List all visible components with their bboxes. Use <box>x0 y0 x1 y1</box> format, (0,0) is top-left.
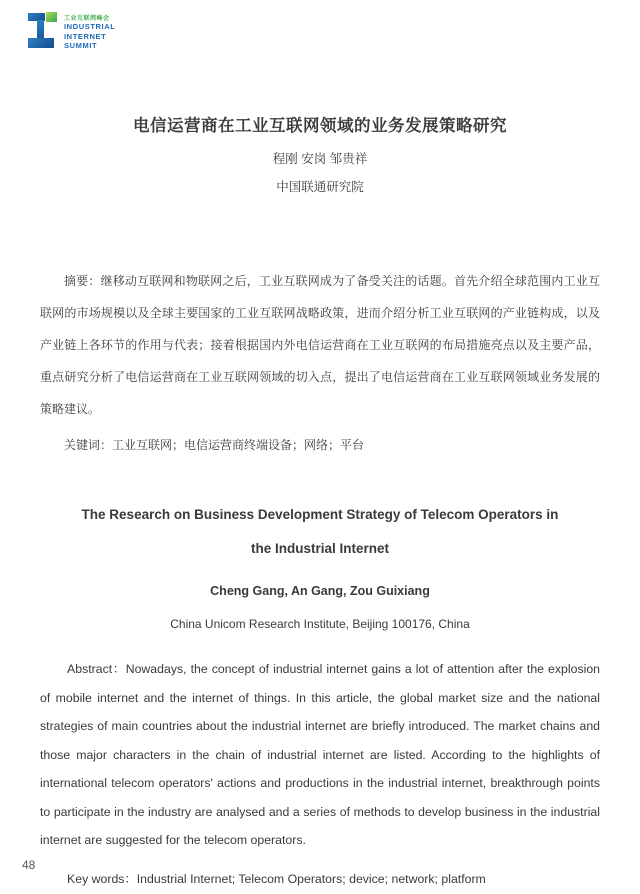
english-abstract-label: Abstract： <box>67 662 126 676</box>
chinese-keywords <box>40 434 600 456</box>
chinese-abstract-text: 继移动互联网和物联网之后，工业互联网成为了备受关注的话题。首先介绍全球范围内工业互联网的市场规模以及全球主要国家的工业互联网战略政策，进而介绍分析工业互联网的产业链构成，以及产业链上各环节的作用与代表；接着根据国内外电信运营商在工业互联网的布局措施亮点以及主要产品，重点研究分析了电信运营商在工业互联网领域的切入点，提出了电信运营商在工业互联网领域业务发展的策略建议。 <box>40 274 600 416</box>
english-abstract-text: Nowadays, the concept of industrial internet gains a lot of attention after the explosion of mobile internet and the internet of things. In this article, the global market size and the national strategies of main countries about the industrial internet are briefly introduced. The market chains and those major characters in the chain of industrial internet are listed. According to the highlights of international telecom operators' actions and productions in the industrial internet, breakthrough points to participate in the industry are analysed and a series of methods to develop business in the industrial internet are suggested for the telecom operators. <box>40 662 601 847</box>
chinese-abstract <box>40 265 600 425</box>
chinese-affiliation: 中国联通研究院 <box>276 180 364 194</box>
paper-content <box>40 0 600 890</box>
logo-english-line1: INDUSTRIAL <box>64 22 116 31</box>
english-keywords <box>40 868 600 890</box>
page-number: 48 <box>22 858 36 872</box>
english-affiliation: China Unicom Research Institute, Beijing 100176, China <box>170 617 470 631</box>
logo-chinese-name: 工业互联网峰会 <box>64 16 110 22</box>
english-title: The Research on Business Development Strategy of Telecom Operators in the Industrial Internet <box>81 507 559 556</box>
english-abstract <box>40 655 600 855</box>
english-keywords-label: Key words： <box>67 871 137 886</box>
chinese-keywords-label: 关键词： <box>64 438 113 452</box>
chinese-authors: 程刚 安岗 邹贵祥 <box>272 152 368 166</box>
logo-english-line3: SUMMIT <box>64 41 98 50</box>
chinese-title: 电信运营商在工业互联网领域的业务发展策略研究 <box>133 117 507 135</box>
english-keywords-text: Industrial Internet; Telecom Operators; device; network; platform <box>136 871 486 886</box>
english-authors: Cheng Gang, An Gang, Zou Guixiang <box>210 584 430 598</box>
chinese-keywords-text: 工业互联网；电信运营商终端设备；网络；平台 <box>112 438 365 452</box>
chinese-abstract-label: 摘要： <box>64 274 101 288</box>
logo-english-line2: INTERNET <box>64 31 107 41</box>
